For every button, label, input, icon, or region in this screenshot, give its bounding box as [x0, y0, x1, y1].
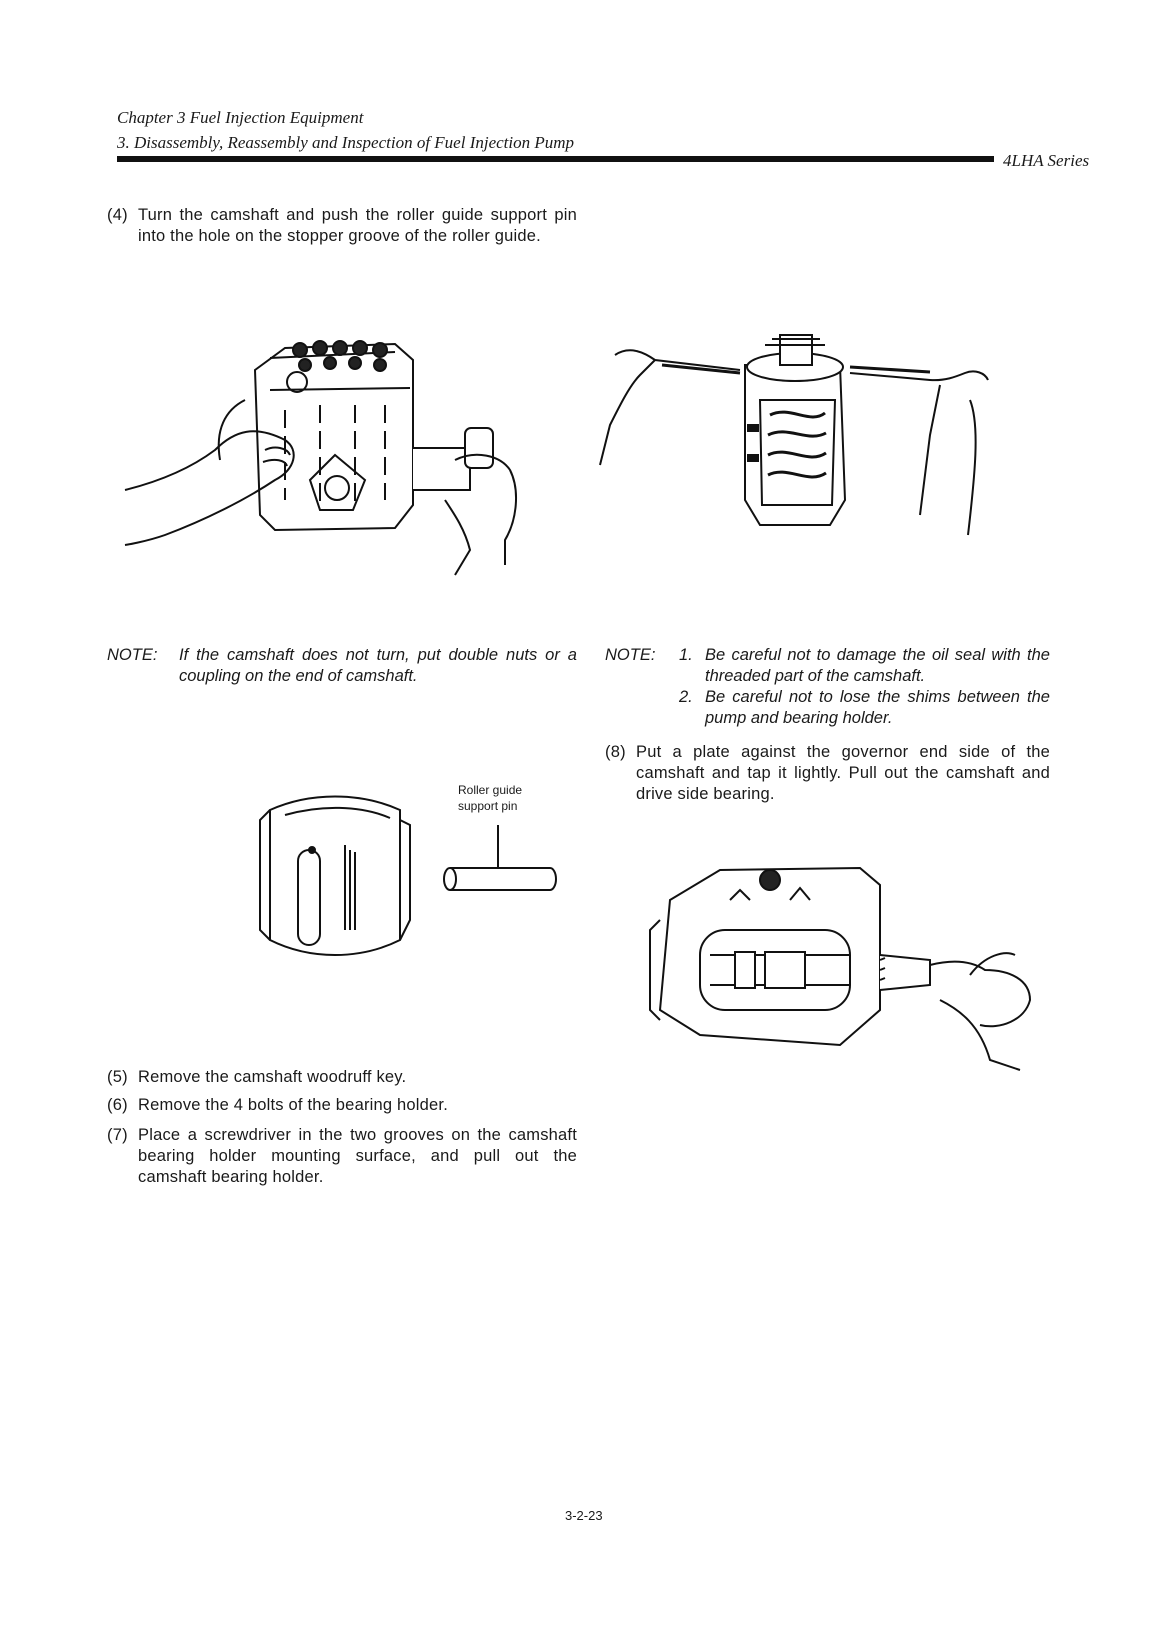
chapter-title: Chapter 3 Fuel Injection Equipment [117, 108, 364, 127]
screwdriver-bearing-holder-illustration [600, 325, 1010, 550]
step-5 [107, 1067, 577, 1088]
step-7 [107, 1125, 577, 1188]
step-8 [605, 742, 1050, 805]
step-number: (6) [107, 1096, 128, 1114]
note-right [605, 645, 1050, 729]
note-item-text: Be careful not to lose the shims between the pump and bearing holder. [705, 688, 1050, 727]
header-rule [117, 156, 994, 162]
note-item-2 [605, 687, 1050, 729]
note-item-number: 1. [679, 646, 693, 664]
label-line-1: Roller guide [458, 783, 523, 797]
step-text: Remove the 4 bolts of the bearing holder. [138, 1096, 448, 1114]
step-text: Turn the camshaft and push the roller guide support pin into the hole on the stopper groove of the roller guide. [138, 206, 577, 245]
roller-guide-and-pin-illustration [250, 790, 570, 970]
note-item-1 [605, 645, 1050, 687]
step-number: (4) [107, 206, 128, 224]
note-item-number: 2. [679, 688, 693, 706]
step-text: Put a plate against the governor end side of the camshaft and tap it lightly. Pull out the camshaft and drive side bearing. [636, 743, 1050, 803]
step-6 [107, 1095, 577, 1116]
note-left-label: NOTE: [107, 646, 158, 664]
note-left-text: If the camshaft does not turn, put double nuts or a coupling on the end of camshaft. [179, 646, 577, 685]
step-text: Place a screwdriver in the two grooves on the camshaft bearing holder mounting surface, and pull out the camshaft bearing holder. [138, 1126, 577, 1186]
step-number: (8) [605, 743, 626, 761]
note-item-text: Be careful not to damage the oil seal with the threaded part of the camshaft. [705, 646, 1050, 685]
series-label: 4LHA Series [1003, 151, 1090, 170]
step-number: (7) [107, 1126, 128, 1144]
label-line-2: support pin [458, 799, 518, 813]
note-right-label: NOTE: [605, 646, 656, 664]
step-text: Remove the camshaft woodruff key. [138, 1068, 407, 1086]
section-title: 3. Disassembly, Reassembly and Inspection of Fuel Injection Pump [117, 133, 575, 152]
note-left [107, 645, 577, 687]
page-number: 3-2-23 [565, 1508, 603, 1523]
camshaft-removal-illustration [640, 860, 1040, 1080]
pump-turn-camshaft-illustration [125, 330, 545, 595]
step-4 [107, 205, 577, 247]
step-number: (5) [107, 1068, 128, 1086]
